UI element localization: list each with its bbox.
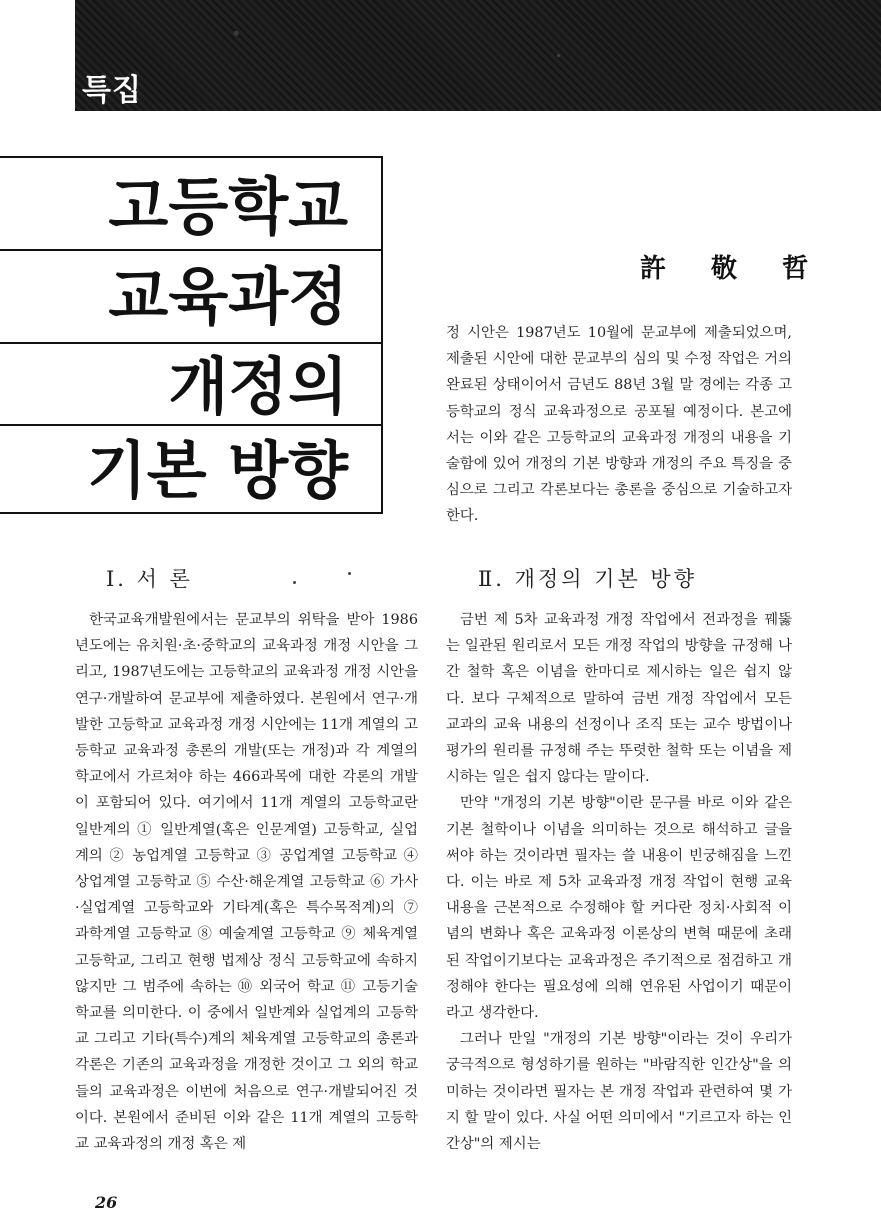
paragraph: 한국교육개발원에서는 문교부의 위탁을 받아 1986년도에는 유치원·초·중학교의 교육과정 개정 시안을 그리고, 1987년도에는 고등학교의 교육과정 개정 시안을 연구·개발하여 문교부에 제출하였다. 본원에서 연구·개발한 고등학교 교육과정 개정 시안에는 11개 계열의 고등학교 교육과정 총론의 개발(또는 개정)과 각 계열의 학교에서 가르쳐야 하는 466과목에 대한 각론의 개발이 포함되어 있다. 여기에서 11개 계열의 고등학교란 일반계의 ① 일반계열(혹은 인문계열) 고등학교, 실업계의 ② 농업계열 고등학교 ③ 공업계열 고등학교 ④ 상업계열 고등학교 ⑤ 수산·해운계열 고등학교 ⑥ 가사·실업계열 고등학교와 기타계(혹은 특수목적계)의 ⑦ 과학계열 고등학교 ⑧ 예술계열 고등학교 ⑨ 체육계열 고등학교, 그리고 현행 법제상 정식 고등학교에 속하지 않지만 그 범주에 속하는 ⑩ 외국어 학교 ⑪ 고등기술학교를 의미한다. 이 중에서 일반계와 실업계의 고등학교 그리고 기타(특수)계의 체육계열 고등학교의 총론과 각론은 기존의 교육과정을 개정한 것이고 그 외의 학교들의 교육과정은 이번에 처음으로 연구·개발되어진 것이다. 본원에서 준비된 이와 같은 11개 계열의 고등학교 교육과정의 개정 혹은 제 (75, 612, 418, 1153)
title-line-2: 교육과정 (108, 260, 348, 333)
title-rule (0, 512, 383, 514)
title-rule (0, 249, 383, 251)
print-speck (293, 581, 296, 584)
title-line-4: 기본 방향 (86, 434, 348, 507)
section-1-body (75, 607, 418, 1157)
author-name: 許 敬 哲 (640, 254, 827, 284)
title-vertical-rule (381, 156, 383, 514)
print-speck (348, 572, 351, 575)
section-heading: Ⅰ. 서 론 (106, 567, 193, 591)
section-banner (75, 0, 881, 111)
section-heading: Ⅱ. 개정의 기본 방향 (478, 567, 697, 591)
title-line-3: 개정의 (168, 350, 348, 423)
paragraph: 금번 제 5차 교육과정 개정 작업에서 전과정을 꿰뚫는 일관된 원리로서 모든 개정 작업의 방향을 규정해 나간 철학 혹은 이념을 한마디로 제시하는 일은 쉽지 않다. 보다 구체적으로 말하여 금번 개정 작업에서 모든 교과의 교육 내용의 선정이나 조직 또는 교수 방법이나 평가의 원리를 규정해 주는 뚜렷한 철학 또는 이념을 제시하는 일은 쉽지 않다는 말이다. (446, 612, 792, 786)
section-2-body (446, 607, 792, 1157)
paragraph: 그러나 만일 "개정의 기본 방향"이라는 것이 우리가 궁극적으로 형성하기를 원하는 "바람직한 인간상"을 의미하는 것이라면 필자는 본 개정 작업과 관련하여 몇 가지 할 말이 있다. 사실 어떤 의미에서 "기르고자 하는 인간상"의 제시는 (446, 1031, 792, 1153)
title-box (0, 156, 383, 514)
intro-paragraph (446, 320, 792, 530)
banner-label: 특집 (82, 73, 142, 108)
title-rule (0, 342, 383, 344)
title-line-1: 고등학교 (108, 170, 348, 243)
title-rule (0, 424, 383, 426)
paragraph: 만약 "개정의 기본 방향"이란 문구를 바로 이와 같은 기본 철학이나 이념을 의미하는 것으로 해석하고 글을 써야 하는 것이라면 필자는 쓸 내용이 빈궁해짐을 느낀다. 이는 바로 제 5차 교육과정 개정 작업이 현행 교육 내용을 근본적으로 수정해야 할 커다란 정치·사회적 이념의 변화나 혹은 교육과정 이론상의 변혁 때문에 초래된 작업이기보다는 교육과정은 주기적으로 점검하고 개정해야 한다는 필요성에 의해 연유된 사업이기 때문이라고 생각한다. (446, 795, 792, 1022)
title-rule (0, 156, 383, 158)
intro-text: 정 시안은 1987년도 10월에 문교부에 제출되었으며, 제출된 시안에 대한 문교부의 심의 및 수정 작업은 거의 완료된 상태이어서 금년도 88년 3월 말 경에는 각종 고등학교의 정식 교육과정으로 공포될 예정이다. 본고에서는 이와 같은 고등학교의 교육과정 개정의 내용을 기술함에 있어 개정의 기본 방향과 개정의 주요 특징을 중심으로 그리고 각론보다는 총론을 중심으로 기술하고자 한다. (446, 325, 792, 525)
page-number: 26 (95, 1193, 118, 1212)
